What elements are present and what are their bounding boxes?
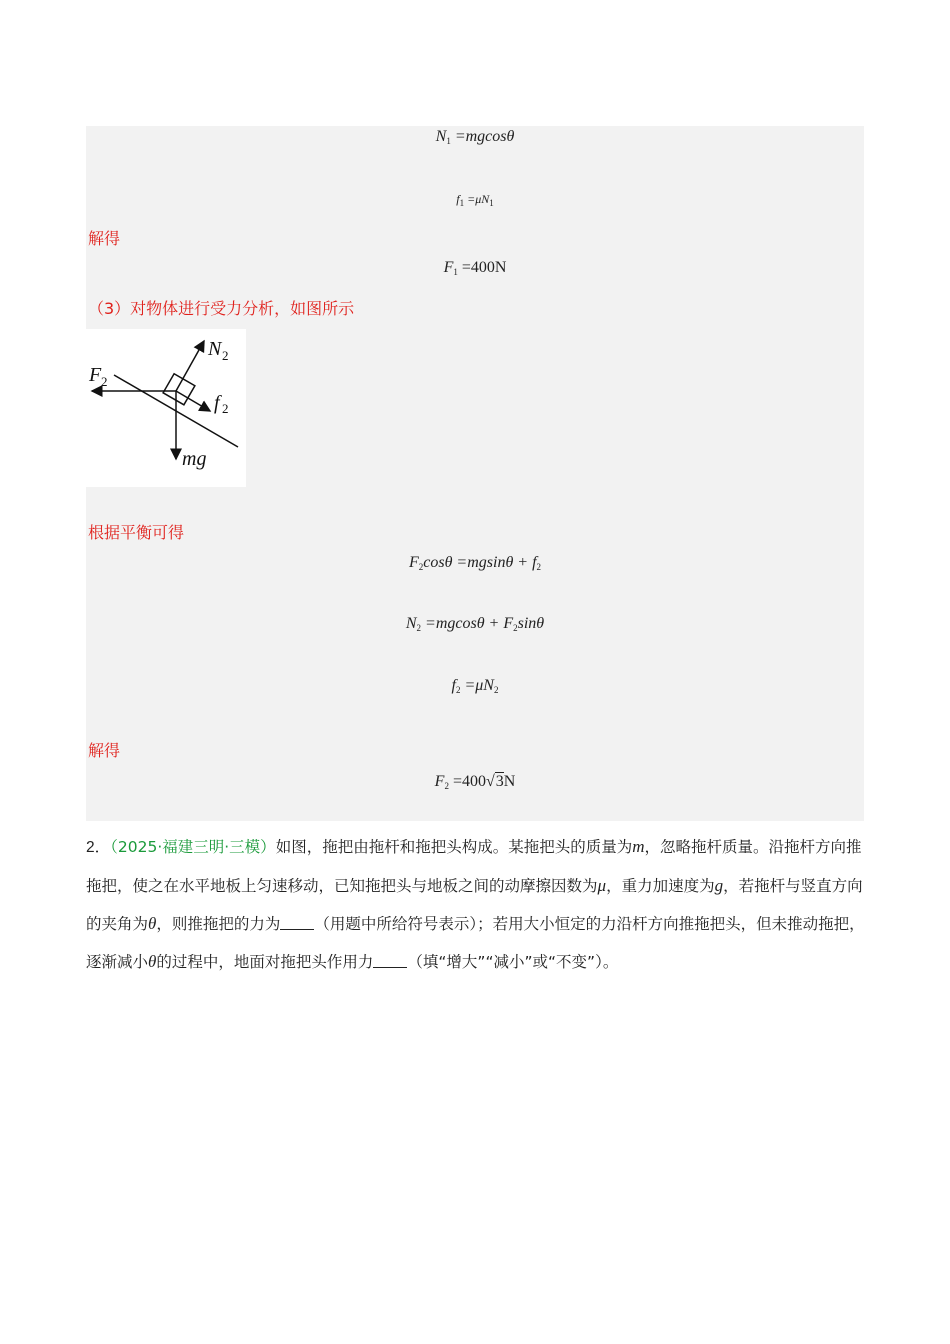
question-2 — [86, 828, 866, 981]
answer-blank-1[interactable] — [280, 915, 314, 930]
label-friction: f — [214, 392, 220, 414]
equation-balance-normal: $N_2 =mgcos\theta + F_2\sin\theta$ — [405, 615, 545, 633]
sqrt-symbol: √3 — [485, 773, 504, 790]
var-theta: θ — [148, 914, 157, 933]
var-g: g — [714, 876, 724, 895]
label-balance: 根据平衡可得 — [88, 523, 185, 542]
equation-balance-parallel: $F_2\cos\theta =mgsin\theta + f_2$ — [408, 554, 542, 572]
label-n-sub: 2 — [222, 348, 229, 363]
label-n: N — [208, 338, 222, 360]
friction-arrow — [176, 391, 210, 411]
var-mu: μ — [597, 876, 607, 895]
solution-panel — [86, 126, 864, 821]
equation-friction-2: $f_2 =\mu N_2$ — [451, 677, 499, 695]
equation-friction-1: $f_1 =\mu N_1$ — [456, 192, 494, 208]
question-number: 2． — [86, 839, 111, 856]
equation-normal-force-1: $N_1 =mgcos\theta$ — [435, 128, 515, 146]
equation-result-f1: $F_1 =400N$ — [443, 259, 507, 277]
label-f-push: F — [89, 364, 102, 386]
question-text-6: （用题中所给符号表示）；若用大小恒定的力沿杆方向推拖把头，但未推动拖把，逐渐减小 — [86, 915, 865, 971]
question-text-4: ，若拖杆与竖直方向的夹角为 — [86, 877, 863, 933]
question-text-2: ，忽略拖杆质量。沿拖杆方向推拖把，使之在水平地板上匀速移动，已知拖把头与地板之间的动摩擦因数为 — [86, 838, 862, 895]
force-diagram-svg — [86, 329, 246, 487]
answer-blank-2[interactable] — [373, 953, 407, 968]
label-solve-1: 解得 — [88, 229, 121, 248]
question-text-1: 如图，拖把由拖杆和拖把头构成。某拖把头的质量为 — [275, 838, 633, 856]
label-solve-2: 解得 — [88, 741, 121, 760]
part3-label: （3）对物体进行受力分析，如图所示 — [88, 299, 355, 318]
label-mg: mg — [182, 448, 207, 470]
var-theta-2: θ — [148, 952, 157, 971]
question-text-5: ，则推拖把的力为 — [156, 915, 281, 933]
label-f-push-sub: 2 — [101, 374, 108, 389]
question-source: （2025·福建三明·三模） — [110, 838, 276, 856]
question-text-8: （填“增大”“减小”或“不变”）。 — [407, 953, 619, 971]
var-m: m — [632, 837, 645, 856]
force-diagram — [86, 329, 246, 487]
question-text-7: 的过程中，地面对拖把头作用力 — [156, 953, 374, 971]
label-friction-sub: 2 — [222, 401, 229, 416]
equation-result-f2: $F_2 =400√3N$ — [434, 773, 516, 791]
question-text-3: ，重力加速度为 — [606, 877, 715, 895]
